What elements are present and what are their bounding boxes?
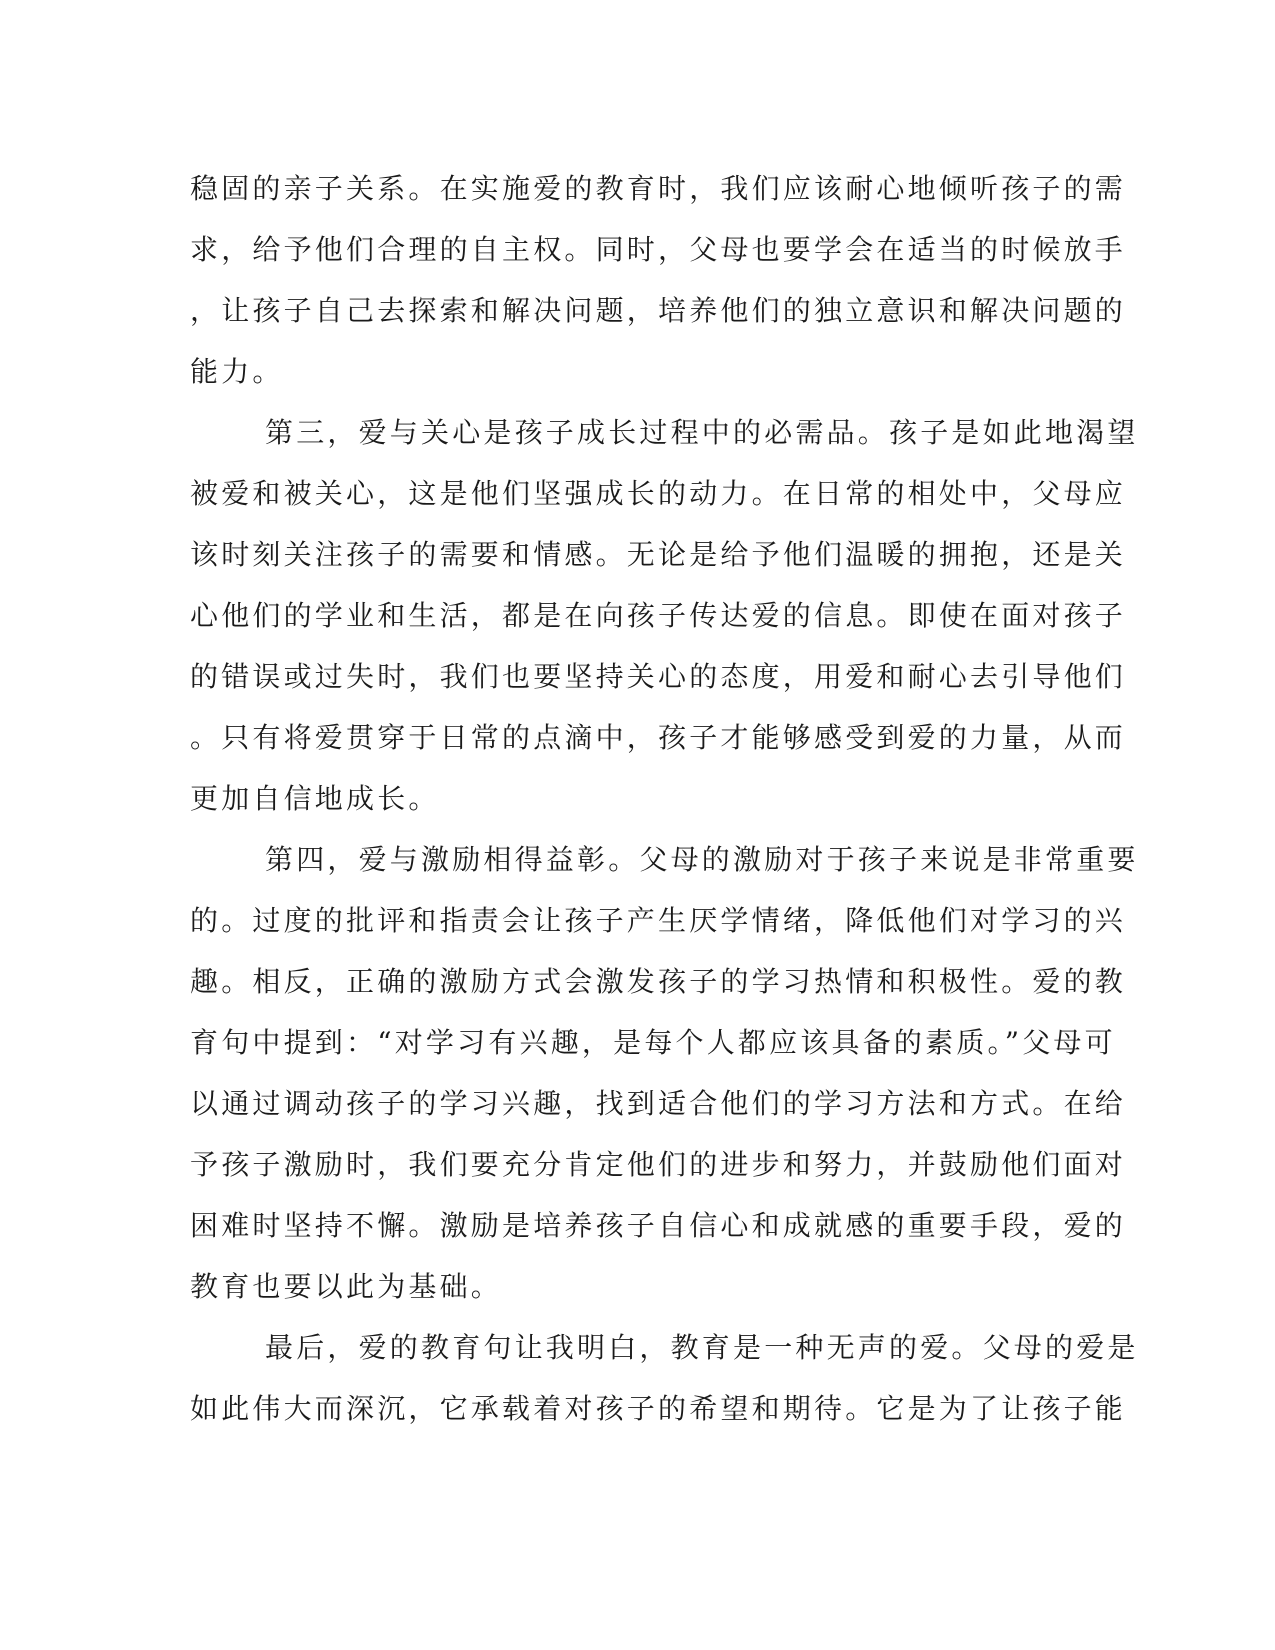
text-line: 如此伟大而深沉，它承载着对孩子的希望和期待。它是为了让孩子能 — [190, 1392, 1127, 1425]
text-line: 求，给予他们合理的自主权。同时，父母也要学会在适当的时候放手 — [190, 233, 1127, 266]
text-line: 育句中提到：“对学习有兴趣，是每个人都应该具备的素质。”父母可 — [190, 1026, 1116, 1059]
paragraph-first-line: 第四，爱与激励相得益彰。父母的激励对于孩子来说是非常重要 — [265, 843, 1139, 876]
text-line: 的。过度的批评和指责会让孩子产生厌学情绪，降低他们对学习的兴 — [190, 904, 1127, 937]
text-line: 趣。相反，正确的激励方式会激发孩子的学习热情和积极性。爱的教 — [190, 965, 1127, 998]
body-text — [190, 158, 1139, 1439]
text-line: 稳固的亲子关系。在实施爱的教育时，我们应该耐心地倾听孩子的需 — [190, 172, 1127, 205]
text-line: 更加自信地成长。 — [190, 782, 440, 815]
text-line: 以通过调动孩子的学习兴趣，找到适合他们的学习方法和方式。在给 — [190, 1087, 1127, 1120]
text-line: 该时刻关注孩子的需要和情感。无论是给予他们温暖的拥抱，还是关 — [190, 538, 1127, 571]
text-line: 的错误或过失时，我们也要坚持关心的态度，用爱和耐心去引导他们 — [190, 660, 1127, 693]
text-line: 被爱和被关心，这是他们坚强成长的动力。在日常的相处中，父母应 — [190, 477, 1127, 510]
text-line: 困难时坚持不懈。激励是培养孩子自信心和成就感的重要手段，爱的 — [190, 1209, 1127, 1242]
text-line: 。只有将爱贯穿于日常的点滴中，孩子才能够感受到爱的力量，从而 — [190, 721, 1127, 754]
text-line: 教育也要以此为基础。 — [190, 1270, 503, 1303]
text-line: 予孩子激励时，我们要充分肯定他们的进步和努力，并鼓励他们面对 — [190, 1148, 1127, 1181]
paragraph-first-line: 第三，爱与关心是孩子成长过程中的必需品。孩子是如此地渴望 — [265, 416, 1139, 449]
text-line: 能力。 — [190, 355, 284, 388]
paragraph-first-line: 最后，爱的教育句让我明白，教育是一种无声的爱。父母的爱是 — [265, 1331, 1139, 1364]
text-line: 心他们的学业和生活，都是在向孩子传达爱的信息。即使在面对孩子 — [190, 599, 1127, 632]
text-line: ，让孩子自己去探索和解决问题，培养他们的独立意识和解决问题的 — [190, 294, 1127, 327]
